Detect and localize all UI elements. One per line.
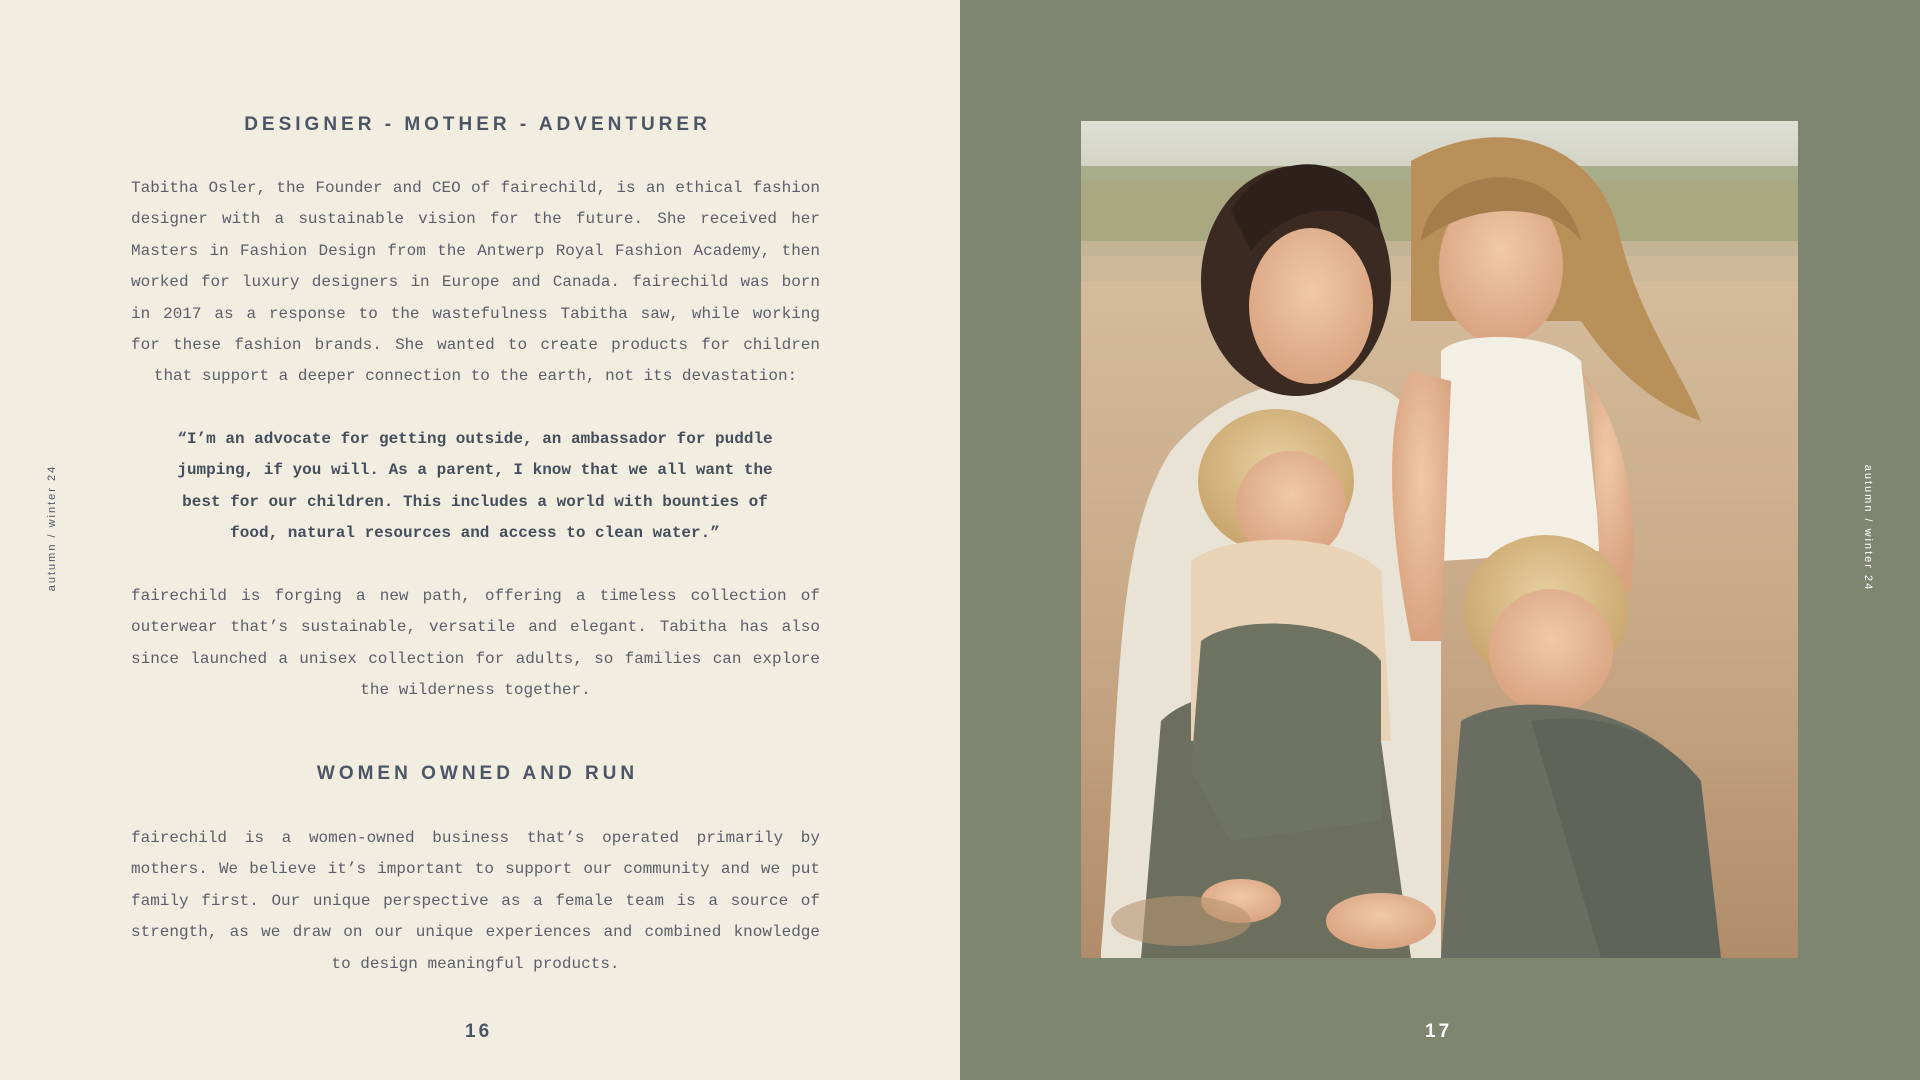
women-owned-paragraph: fairechild is a women-owned business that’s operated primarily by mothers. We believe it’s important to support our community and we put family first. Our unique perspective as a female team is a source of strength, as we draw on our unique experiences and combined knowledge to design meaningful products. — [131, 829, 820, 973]
family-photo — [1081, 121, 1798, 958]
side-label-left: autumn / winter 24 — [46, 464, 58, 592]
founder-quote: “I’m an advocate for getting outside, an ambassador for puddle jumping, if you will. As a parent, I know that we all want the best for our children. This includes a world with bounties of food, natural resources and access to clean water.” — [177, 430, 773, 543]
heading-women-owned: WOMEN OWNED AND RUN — [316, 763, 639, 784]
page-number-right: 17 — [1425, 1021, 1453, 1042]
collection-paragraph: fairechild is forging a new path, offering a timeless collection of outerwear that’s sustainable, versatile and elegant. Tabitha has also since launched a unisex collection for adults, so families can explore the wilderness together. — [131, 587, 820, 700]
side-label-right: autumn / winter 24 — [1862, 464, 1874, 592]
page-number-left: 16 — [465, 1021, 493, 1042]
intro-paragraph: Tabitha Osler, the Founder and CEO of fairechild, is an ethical fashion designer with a sustainable vision for the future. She received her Masters in Fashion Design from the Antwerp Royal Fashion Academy, then worked for luxury designers in Europe and Canada. fairechild was born in 2017 as a response to the wastefulness Tabitha saw, while working for these fashion brands. She wanted to create products for children that support a deeper connection to the earth, not its devastation: — [131, 179, 820, 386]
heading-designer-mother-adventurer: DESIGNER - MOTHER - ADVENTURER — [244, 114, 711, 135]
